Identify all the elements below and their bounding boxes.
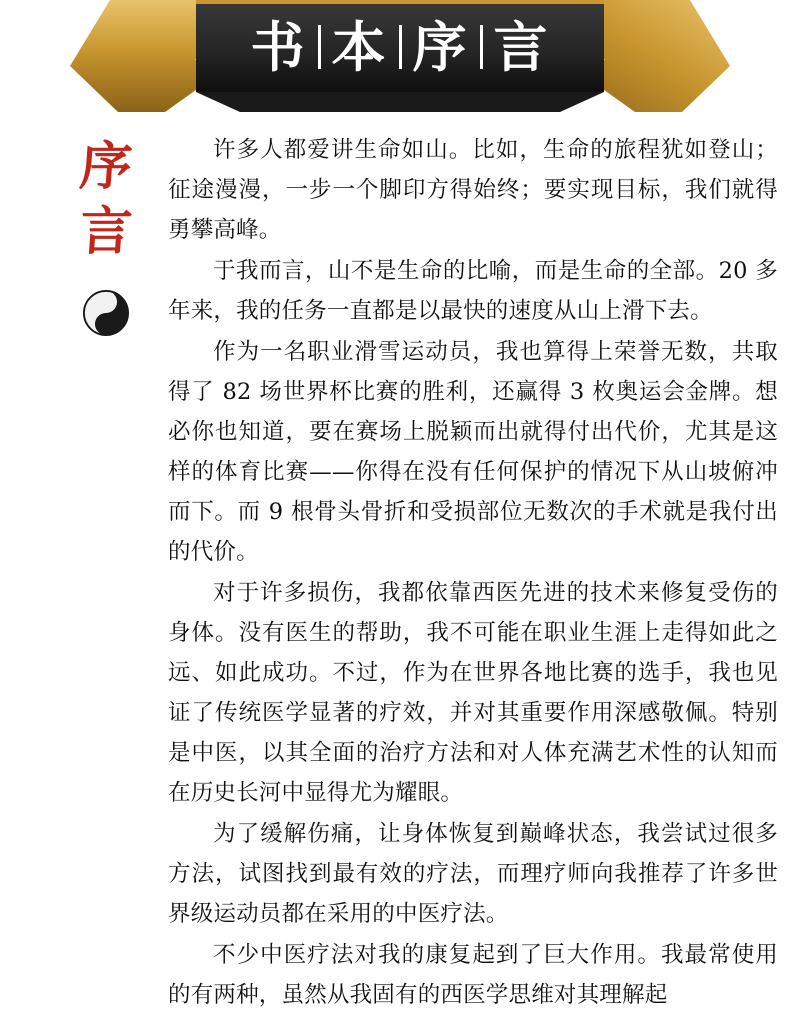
paragraph: 为了缓解伤痛，让身体恢复到巅峰状态，我尝试过很多方法，试图找到最有效的疗法，而理疗师向我推荐了许多世界级运动员都在采用的中医疗法。: [168, 821, 778, 927]
page-body: [0, 112, 800, 1008]
preface-text: [168, 130, 778, 1016]
banner-char-1: 书: [250, 15, 307, 79]
banner-char-4: 言: [493, 15, 550, 79]
banner-separator-3: [480, 25, 483, 69]
banner-char-2: 本: [331, 15, 388, 79]
banner-separator-1: [318, 25, 321, 69]
section-title-vertical: [46, 134, 166, 341]
paragraph: 作为一名职业滑雪运动员，我也算得上荣誉无数，共取得了 82 场世界杯比赛的胜利，还赢得 3 枚奥运会金牌。想必你也知道，要在赛场上脱颖而出就得付出代价，尤其是这样的体育比赛——你得在没有任何保护的情况下从山坡俯冲而下。而 9 根骨头骨折和受损部位无数次的手术就是我付出的代价。: [168, 339, 778, 565]
banner-separator-2: [399, 25, 402, 69]
banner-char-3: 序: [412, 15, 469, 79]
banner-title: [0, 0, 800, 112]
section-title-char-1: 序: [77, 136, 135, 197]
paragraph: 不少中医疗法对我的康复起到了巨大作用。我最常使用的有两种，虽然从我固有的西医学思维对其理解起: [168, 942, 778, 1008]
page-header-banner: [0, 0, 800, 112]
paragraph: 对于许多损伤，我都依靠西医先进的技术来修复受伤的身体。没有医生的帮助，我不可能在职业生涯上走得如此之远、如此成功。不过，作为在世界各地比赛的选手，我也见证了传统医学显著的疗效，并对其重要作用深感敬佩。特别是中医，以其全面的治疗方法和对人体充满艺术性的认知而在历史长河中显得尤为耀眼。: [168, 580, 778, 806]
section-title-char-2: 言: [77, 201, 135, 262]
paragraph: 许多人都爱讲生命如山。比如，生命的旅程犹如登山；征途漫漫，一步一个脚印方得始终；要实现目标，我们就得勇攀高峰。: [168, 137, 778, 243]
yin-yang-icon: [83, 290, 129, 336]
paragraph: 于我而言，山不是生命的比喻，而是生命的全部。20 多年来，我的任务一直都是以最快的速度从山上滑下去。: [168, 258, 778, 324]
